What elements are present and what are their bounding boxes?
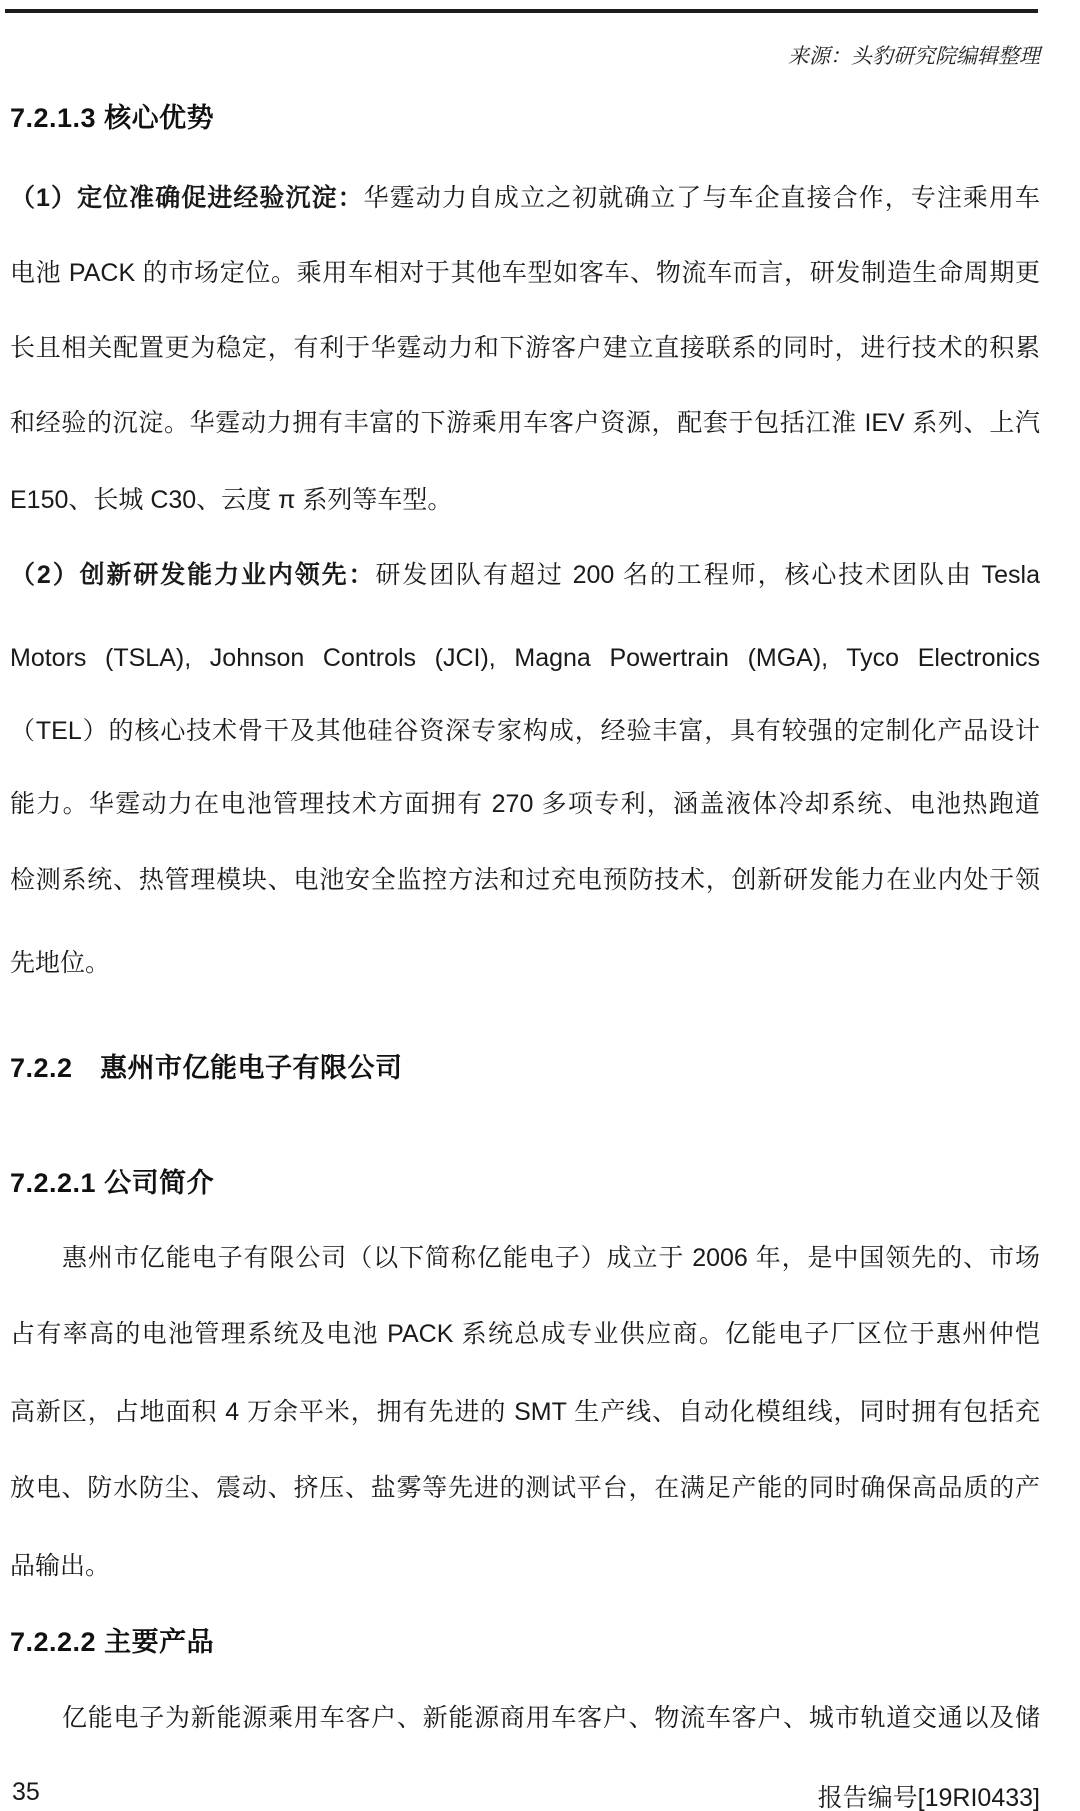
paragraph-text: 华霆动力自成立之初就确立了与车企直接合作，专注乘用车 [363,184,1040,212]
paragraph-line: 高新区，占地面积 4 万余平米，拥有先进的 SMT 生产线、自动化模组线，同时拥有包括充 [10,1398,1040,1426]
paragraph-line [10,557,1040,593]
paragraph-line: 和经验的沉淀。华霆动力拥有丰富的下游乘用车客户资源，配套于包括江淮 IEV 系列、上汽 [10,409,1040,437]
paragraph-lead: （1）定位准确促进经验沉淀： [10,184,364,212]
paragraph-line: 占有率高的电池管理系统及电池 PACK 系统总成专业供应商。亿能电子厂区位于惠州仲恺 [10,1320,1040,1348]
report-code: 报告编号[19RI0433] [817,1784,1040,1811]
paragraph-line: 能力。华霆动力在电池管理技术方面拥有 270 多项专利，涵盖液体冷却系统、电池热跑道 [10,790,1040,818]
source-note: 来源：头豹研究院编辑整理 [788,45,1040,68]
paragraph-lead: （2）创新研发能力业内领先： [10,561,376,589]
paragraph-line: 惠州市亿能电子有限公司（以下简称亿能电子）成立于 2006 年，是中国领先的、市场 [62,1244,1040,1272]
paragraph-line: 长且相关配置更为稳定，有利于华霆动力和下游客户建立直接联系的同时，进行技术的积累 [10,334,1040,362]
heading-company-profile: 7.2.2.1 公司简介 [10,1168,215,1198]
heading-core-advantages: 7.2.1.3 核心优势 [10,103,215,133]
paragraph-line: 先地位。 [10,949,111,977]
paragraph-line [10,180,1040,216]
heading-company: 7.2.2 惠州市亿能电子有限公司 [10,1053,403,1083]
paragraph-line: 亿能电子为新能源乘用车客户、新能源商用车客户、物流车客户、城市轨道交通以及储 [62,1704,1040,1732]
heading-main-products: 7.2.2.2 主要产品 [10,1627,215,1657]
paragraph-line: 电池 PACK 的市场定位。乘用车相对于其他车型如客车、物流车而言，研发制造生命周期更 [10,259,1040,287]
paragraph-line: 检测系统、热管理模块、电池安全监控方法和过充电预防技术，创新研发能力在业内处于领 [10,866,1040,894]
paragraph-line: E150、长城 C30、云度 π 系列等车型。 [10,486,453,514]
paragraph-line: （TEL）的核心技术骨干及其他硅谷资深专家构成，经验丰富，具有较强的定制化产品设计 [10,717,1040,745]
page-number: 35 [12,1778,40,1806]
paragraph-text: 研发团队有超过 200 名的工程师，核心技术团队由 Tesla [375,561,1040,589]
paragraph-line: 品输出。 [10,1552,111,1580]
paragraph-line: Motors (TSLA), Johnson Controls (JCI), Magna Powertrain (MGA), Tyco Electronics [10,644,1040,672]
paragraph-line: 放电、防水防尘、震动、挤压、盐雾等先进的测试平台，在满足产能的同时确保高品质的产 [10,1474,1040,1502]
table-bottom-rule [5,9,1038,13]
